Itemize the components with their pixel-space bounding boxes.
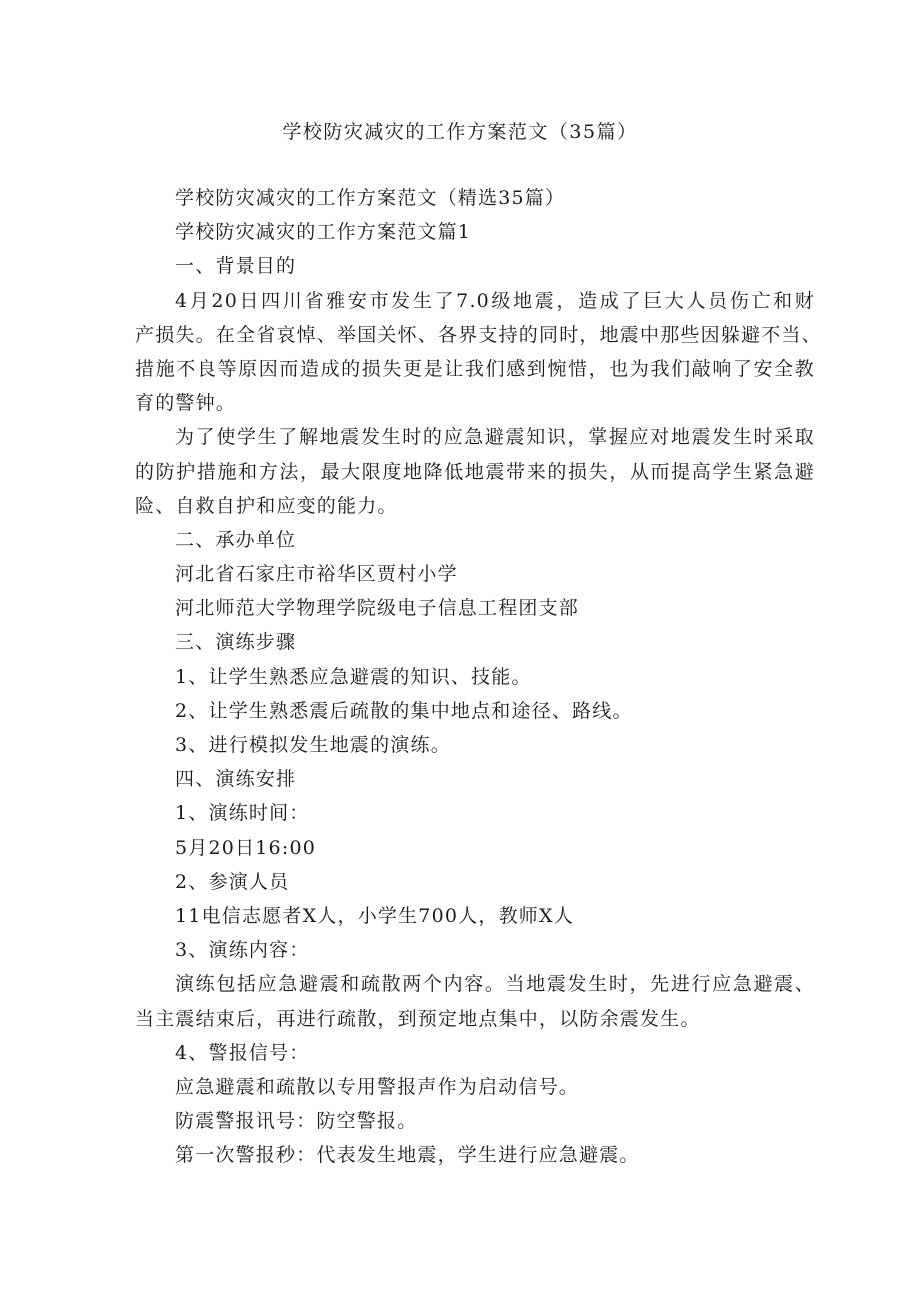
paragraph-line: 措施不良等原因而造成的损失更是让我们感到惋惜，也为我们敲响了安全教 — [135, 357, 815, 380]
document-title: 学校防灾减灾的工作方案范文（35篇） — [282, 121, 638, 143]
step-item: 1、让学生熟悉应急避震的知识、技能。 — [175, 665, 532, 688]
paragraph-purpose — [135, 420, 815, 523]
arrangement-label: 1、演练时间： — [175, 802, 310, 825]
paragraph-line: 4月20日四川省雅安市发生了7.0级地震，造成了巨大人员伤亡和财 — [175, 289, 815, 312]
paragraph-line: 产损失。在全省哀悼、举国关怀、各界支持的同时，地震中那些因躲避不当、 — [135, 323, 822, 346]
arrangement-value: 5月20日16:00 — [175, 836, 317, 859]
paragraph-line: 险、自救自护和应变的能力。 — [135, 494, 398, 517]
paragraph-drill-content — [135, 967, 815, 1035]
paragraph-background — [135, 284, 822, 421]
arrangement-label: 2、参演人员 — [175, 870, 290, 893]
section-heading-background: 一、背景目的 — [175, 255, 297, 278]
alarm-line: 第一次警报秒：代表发生地震，学生进行应急避震。 — [175, 1144, 640, 1167]
alarm-line: 应急避震和疏散以专用警报声作为启动信号。 — [175, 1075, 580, 1098]
arrangement-label: 4、警报信号： — [175, 1041, 310, 1064]
article-heading: 学校防灾减灾的工作方案范文篇1 — [175, 221, 472, 244]
paragraph-line: 当主震结束后，再进行疏散，到预定地点集中，以防余震发生。 — [135, 1007, 701, 1030]
section-heading-arrangement: 四、演练安排 — [175, 768, 297, 791]
alarm-line: 防震警报讯号：防空警报。 — [175, 1110, 418, 1133]
organizer-line: 河北省石家庄市裕华区贾村小学 — [175, 563, 458, 586]
paragraph-line: 为了使学生了解地震发生时的应急避震知识，掌握应对地震发生时采取 — [175, 426, 815, 449]
paragraph-line: 演练包括应急避震和疏散两个内容。当地震发生时，先进行应急避震、 — [175, 973, 815, 996]
paragraph-line: 育的警钟。 — [135, 392, 237, 415]
arrangement-label: 3、演练内容： — [175, 939, 310, 962]
section-heading-steps: 三、演练步骤 — [175, 631, 297, 654]
subtitle: 学校防灾减灾的工作方案范文（精选35篇） — [175, 187, 566, 209]
paragraph-line: 的防护措施和方法，最大限度地降低地震带来的损失，从而提高学生紧急避 — [135, 460, 815, 483]
step-item: 3、进行模拟发生地震的演练。 — [175, 734, 451, 756]
document-body — [135, 181, 822, 1172]
organizer-line: 河北师范大学物理学院级电子信息工程团支部 — [175, 597, 580, 620]
arrangement-value: 11电信志愿者X人，小学生700人，教师X人 — [175, 904, 574, 927]
section-heading-organizer: 二、承办单位 — [175, 528, 297, 551]
step-item: 2、让学生熟悉震后疏散的集中地点和途径、路线。 — [175, 699, 633, 722]
